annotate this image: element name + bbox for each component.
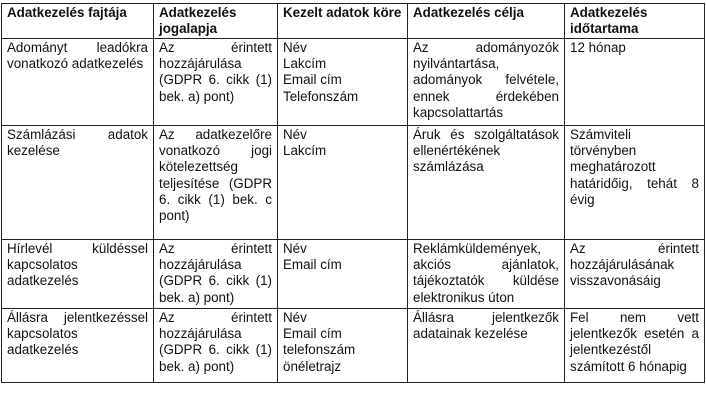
data-item: önéletrajz bbox=[283, 358, 342, 374]
cell-duration: Az érintett hozzájárulásának visszavonásáig bbox=[565, 240, 705, 309]
cell-purpose: Állásra jelentkezők adatainak kezelése bbox=[408, 309, 565, 383]
cell-legal-basis: Az érintett hozzájárulása (GDPR 6. cikk (1) bek. a) pont) bbox=[154, 309, 278, 383]
data-item: Lakcím bbox=[283, 143, 327, 159]
cell-data-scope bbox=[278, 240, 408, 309]
table-header-row bbox=[2, 4, 705, 39]
cell-duration: 12 hónap bbox=[565, 39, 705, 126]
header-type: Adatkezelés fajtája bbox=[2, 4, 154, 39]
data-item: Email cím bbox=[283, 257, 342, 273]
cell-legal-basis: Az adatkezelőre vonatkozó jogi kötelezettség teljesítése (GDPR 6. cikk (1) bek. c pont) bbox=[154, 126, 278, 240]
cell-legal-basis: Az érintett hozzájárulása (GDPR 6. cikk (1) bek. a) pont) bbox=[154, 240, 278, 309]
cell-type: Állásra jelentkezéssel kapcsolatos adatkezelés bbox=[2, 309, 154, 383]
data-item: Név bbox=[283, 127, 307, 142]
cell-purpose: Az adományozók nyilvántartása, adományok felvétele, ennek érdekében kapcsolattartás bbox=[408, 39, 565, 126]
header-legal-basis: Adatkezelés jogalapja bbox=[154, 4, 278, 39]
cell-purpose: Reklámküldemények, akciós ajánlatok, tájékoztatók küldése elektronikus úton bbox=[408, 240, 565, 309]
cell-type: Számlázási adatok kezelése bbox=[2, 126, 154, 240]
header-data-scope: Kezelt adatok köre bbox=[278, 4, 408, 39]
data-item: Telefonszám bbox=[283, 88, 359, 104]
data-item: telefonszám bbox=[283, 342, 356, 358]
cell-type: Hírlevél küldéssel kapcsolatos adatkezelés bbox=[2, 240, 154, 309]
table-row bbox=[2, 240, 705, 309]
header-purpose: Adatkezelés célja bbox=[408, 4, 565, 39]
header-duration: Adatkezelés időtartama bbox=[565, 4, 705, 39]
cell-legal-basis: Az érintett hozzájárulása (GDPR 6. cikk (1) bek. a) pont) bbox=[154, 39, 278, 126]
data-item: Név bbox=[283, 310, 307, 325]
cell-data-scope bbox=[278, 39, 408, 126]
table-row bbox=[2, 126, 705, 240]
cell-type: Adományt leadókra vonatkozó adatkezelés bbox=[2, 39, 154, 126]
cell-data-scope bbox=[278, 309, 408, 383]
cell-data-scope bbox=[278, 126, 408, 240]
data-item: Email cím bbox=[283, 72, 342, 88]
data-item: Lakcím bbox=[283, 56, 327, 72]
table-row bbox=[2, 309, 705, 383]
data-item: Név bbox=[283, 40, 307, 55]
cell-duration: Fel nem vett jelentkezők esetén a jelentkezéstől számított 6 hónapig bbox=[565, 309, 705, 383]
cell-purpose: Áruk és szolgáltatások ellenértékének számlázása bbox=[408, 126, 565, 240]
data-item: Név bbox=[283, 241, 307, 256]
table-row bbox=[2, 39, 705, 126]
data-item: Email cím bbox=[283, 326, 342, 342]
cell-duration: Számviteli törvényben meghatározott határidőig, tehát 8 évig bbox=[565, 126, 705, 240]
data-processing-table bbox=[1, 3, 705, 383]
